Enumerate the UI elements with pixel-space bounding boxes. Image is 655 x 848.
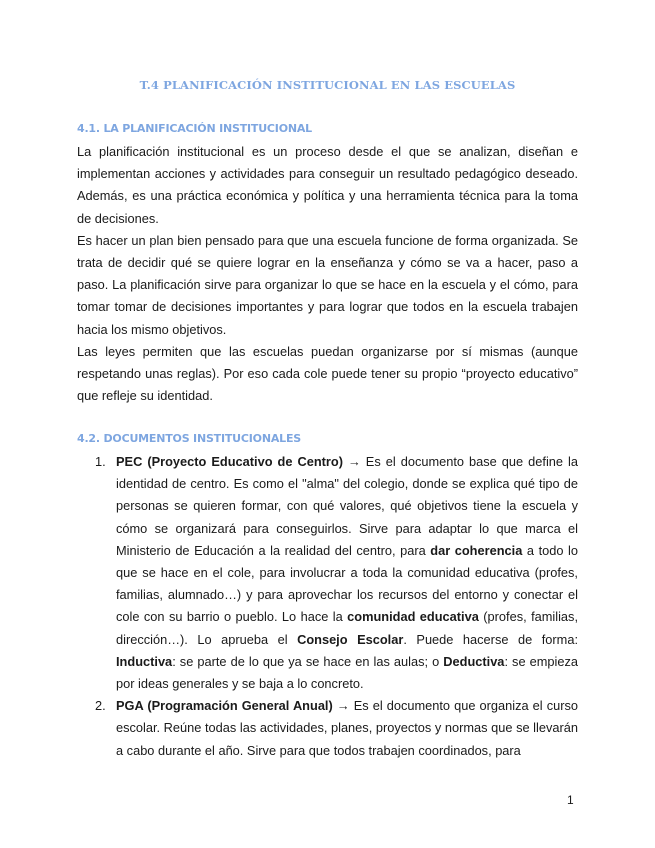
page-number: 1 bbox=[567, 793, 574, 807]
bold-term: Deductiva bbox=[443, 653, 505, 669]
list-item-pec bbox=[77, 451, 578, 695]
documents-list bbox=[77, 451, 578, 762]
item-text: (profes, familias, dirección…). Lo aprueba el bbox=[116, 609, 579, 647]
item-text: . Puede hacerse de forma: bbox=[403, 631, 578, 647]
arrow: → bbox=[342, 454, 366, 469]
section-heading-planificacion: 4.1. LA PLANIFICACIÓN INSTITUCIONAL bbox=[77, 122, 312, 135]
list-item-pga bbox=[77, 695, 578, 762]
paragraph: La planificación institucional es un proceso desde el que se analizan, diseñan e implementan acciones y actividades para conseguir un resultado pedagógico deseado. Además, es una práctica económica y política y una herramienta técnica para la toma de decisiones. bbox=[77, 144, 578, 226]
term-pec: PEC (Proyecto Educativo de Centro) bbox=[116, 454, 343, 469]
item-text: Es el documento base que define la identidad de centro. Es como el "alma" del colegio, donde se explica qué tipo de personas se quieren formar, con qué valores, qué objetivos tiene la escuela y cómo se organizará para conseguirlos. Sirve para adaptar lo que marca el Ministerio de Educación a la realidad del centro, para bbox=[116, 454, 578, 558]
list-number: 2. bbox=[95, 698, 106, 714]
list-number: 1. bbox=[95, 454, 106, 469]
arrow: → bbox=[332, 698, 354, 714]
item-text: : se empieza por ideas generales y se baja a lo concreto. bbox=[116, 653, 578, 692]
item-text: Es el documento que organiza el curso escolar. Reúne todas las actividades, planes, proyectos y normas que se llevarán a cabo durante el año. Sirve para que todos trabajen coordinados, para bbox=[116, 698, 578, 758]
paragraph: Las leyes permiten que las escuelas puedan organizarse por sí mismas (aunque respetando unas reglas). Por eso cada cole puede tener su propio “proyecto educativo” que refleje su identidad. bbox=[77, 343, 578, 404]
document-title: T.4 PLANIFICACIÓN INSTITUCIONAL EN LAS ESCUELAS bbox=[139, 78, 516, 92]
bold-term: Inductiva bbox=[116, 653, 173, 669]
section-body-planificacion bbox=[77, 141, 578, 407]
bold-term: dar coherencia bbox=[430, 542, 523, 558]
paragraph: Es hacer un plan bien pensado para que una escuela funcione de forma organizada. Se trata de decidir qué se quiere lograr en la enseñanza y cómo se va a hacer, paso a paso. La planificación sirve para organizar lo que se hace en la escuela y el cómo, para tomar tomar de decisiones importantes y para lograr que todos en la escuela trabajen hacia los mismo objetivos. bbox=[77, 232, 578, 337]
bold-term: Consejo Escolar bbox=[297, 631, 404, 647]
section-heading-documentos: 4.2. DOCUMENTOS INSTITUCIONALES bbox=[77, 432, 301, 445]
bold-term: comunidad educativa bbox=[347, 609, 479, 625]
item-text: a todo lo que se hace en el cole, para involucrar a toda la comunidad educativa (profes, familias, alumnado…) y para aprovechar los recursos del entorno y conectar el cole con su barrio o pueblo. Lo hace la bbox=[116, 542, 579, 625]
item-text: : se parte de lo que ya se hace en las aulas; o bbox=[172, 653, 444, 669]
term-pga: PGA (Programación General Anual) bbox=[116, 698, 333, 714]
